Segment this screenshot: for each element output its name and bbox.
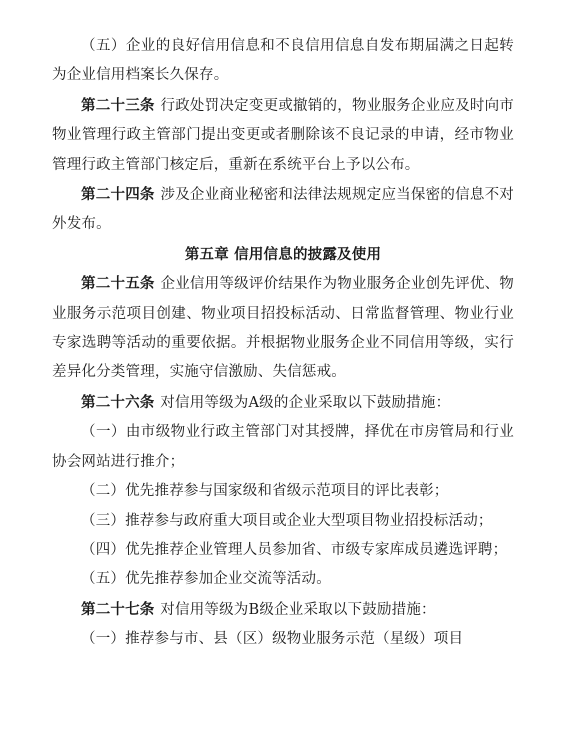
article-26-item-4: （四）优先推荐企业管理人员参加省、市级专家库成员遴选评聘； [81, 541, 508, 558]
article-26-label: 第二十六条 [81, 393, 155, 411]
article-26-item-3: （三）推荐参与政府重大项目或企业大型项目物业招投标活动； [81, 512, 493, 529]
article-25-text: 企业信用等级评价结果作为物业服务企业创先评优、物业服务示范项目创建、物业项目招投标活动、日常监督管理、物业行业专家选聘等活动的重要依据。并根据物业服务企业不同信用等级，实行差异化分类管理，实施守信激励、失信惩戒。 [52, 276, 514, 381]
article-25-label: 第二十五条 [81, 275, 155, 293]
article-26-item-5: （五）优先推荐参加企业交流等活动。 [81, 571, 331, 588]
article-23-label: 第二十三条 [81, 96, 155, 114]
article-26-item-2: （二）优先推荐参与国家级和省级示范项目的评比表彰； [81, 483, 449, 500]
article-27-label: 第二十七条 [81, 600, 155, 618]
paragraph-item-5: （五）企业的良好信用信息和不良信用信息自发布期届满之日起转为企业信用档案长久保存。 [52, 38, 514, 84]
article-24 [52, 180, 514, 240]
article-26 [52, 388, 514, 418]
article-26-item-1: （一）由市级物业行政主管部门对其授牌，择优在市房管局和行业协会网站进行推介； [52, 424, 514, 470]
article-23 [52, 91, 514, 180]
chapter-heading: 第五章 信用信息的披露及使用 [184, 245, 382, 263]
article-27-text: 对信用等级为B级企业采取以下鼓励措施： [160, 601, 436, 618]
article-24-text: 涉及企业商业秘密和法律法规规定应当保密的信息不对外发布。 [52, 187, 514, 233]
article-25 [52, 269, 514, 388]
article-26-text: 对信用等级为A级的企业采取以下鼓励措施： [160, 394, 451, 411]
article-23-text: 行政处罚决定变更或撤销的，物业服务企业应及时向市物业管理行政主管部门提出变更或者删除该不良记录的申请，经市物业管理行政主管部门核定后，重新在系统平台上予以公布。 [52, 97, 514, 173]
article-27 [52, 595, 514, 625]
article-27-item-1: （一）推荐参与市、县（区）级物业服务示范（星级）项目 [81, 631, 464, 648]
document-page [52, 32, 514, 655]
article-24-label: 第二十四条 [81, 186, 155, 204]
